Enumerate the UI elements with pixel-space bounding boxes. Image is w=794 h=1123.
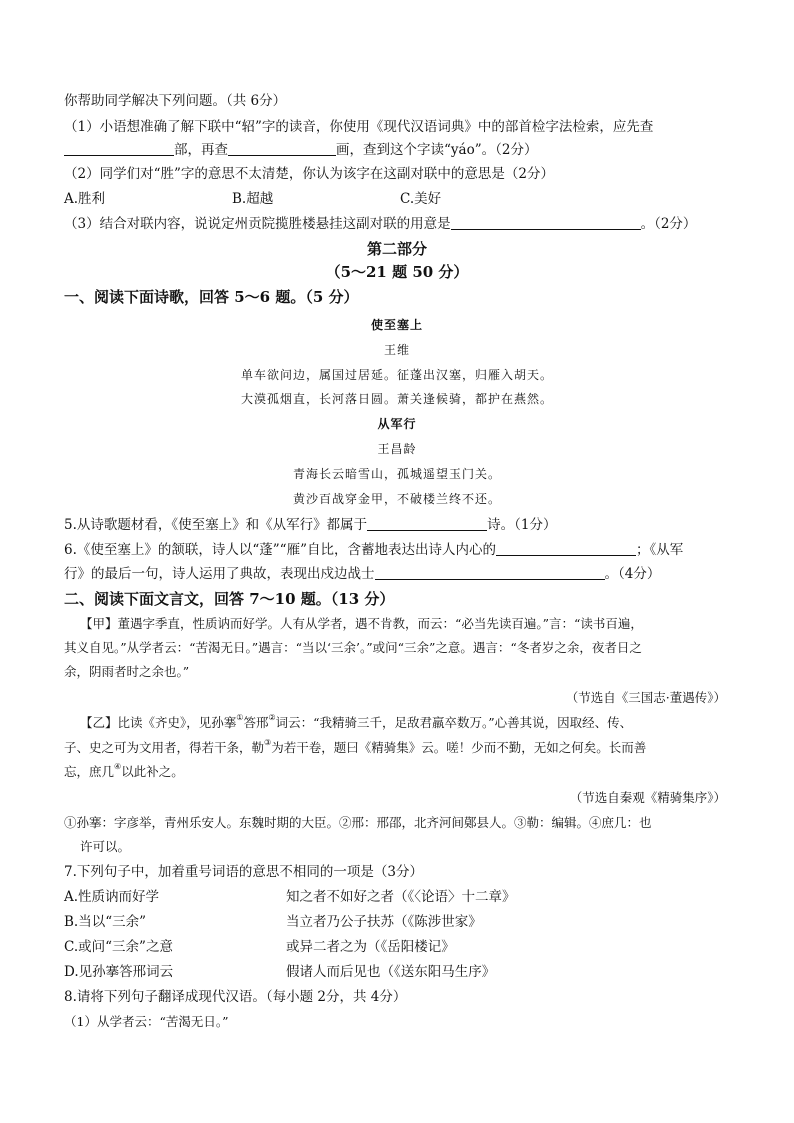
poem2-line2: 黄沙百战穿金甲，不破楼兰终不还。	[292, 492, 501, 506]
poem2-line1: 青海长云暗雪山，孤城遥望玉门关。	[292, 467, 501, 481]
q5: 5.从诗歌题材看，《使至塞上》和《从军行》都属于 诗。（1分）	[64, 517, 557, 533]
answer-blank[interactable]	[451, 215, 641, 230]
passage-jia-line2: 其义自见。”从学者云：“苦渴无日。”遇言：“当以‘三余’。”或问“三余”之意。遇言：“冬者岁之余，夜者日之	[64, 640, 642, 655]
q4-part1-line1: （1）小语想准确了解下联中“轺”字的读音，你使用《现代汉语词典》中的部首检字法检索，应先查	[64, 119, 654, 135]
answer-blank[interactable]	[228, 141, 336, 156]
passage-jia-line3: 余，阴雨者时之余也。”	[64, 664, 190, 679]
q6-line1: 6.《使至塞上》的颔联，诗人以“蓬”“雁”自比，含蓄地表达出诗人内心的 ；《从军	[64, 542, 684, 558]
footnote-mark: ②	[268, 713, 276, 722]
option-b: B.超越	[232, 191, 274, 207]
poem1-line1: 单车欲问边，属国过居延。征蓬出汉塞，归雁入胡天。	[240, 368, 553, 382]
answer-blank[interactable]	[375, 565, 605, 580]
poem2-title: 从军行	[377, 417, 417, 431]
q4-part2: （2）同学们对“胜”字的意思不太清楚，你认为该字在这副对联中的意思是（2分）	[64, 166, 554, 182]
q4-intro: 你帮助同学解决下列问题。（共 6分）	[64, 93, 287, 109]
footnote-mark: ④	[114, 762, 122, 771]
poem1-author: 王维	[383, 343, 410, 357]
section1-heading: 一、阅读下面诗歌，回答 5～6 题。（5 分）	[64, 288, 359, 306]
part2-title: 第二部分	[366, 240, 427, 258]
passage-jia-source: （节选自《三国志·董遇传》）	[565, 690, 726, 705]
passage-yi-line1: 【乙】比读《齐史》，见孙搴①答邢②词云：“我精骑三千，足敌君羸卒数万。”心善其说，因取经、传、	[80, 713, 633, 730]
q8: 8.请将下列句子翻译成现代汉语。（每小题 2分，共 4分）	[64, 989, 407, 1005]
q4-part3: （3）结合对联内容，说说定州贡院揽胜楼悬挂这副对联的用意是 。（2分）	[64, 216, 697, 232]
answer-blank[interactable]	[496, 541, 636, 556]
passage-yi-line2: 子、史之可为文用者，得若干条，勒③为若干卷，题曰《精骑集》云。嗟！少而不勤，无如之何矣。长而善	[64, 738, 647, 755]
footnotes-line1: ①孙搴：字彦举，青州乐安人。东魏时期的大臣。②邢：邢邵，北齐河间鄚县人。③勒：编辑。④庶几：也	[64, 815, 652, 830]
q4-part1-line2: 部，再查 画，查到这个字读“yáo”。（2分）	[64, 140, 537, 160]
q7-option-a: A.性质讷而好学 知之者不如好之者（《〈论语〉十二章》	[64, 889, 516, 905]
q7-option-c: C.或问“三余”之意 或异二者之为（《岳阳楼记》	[64, 939, 455, 955]
footnote-mark: ③	[264, 738, 272, 747]
poem2-author: 王昌龄	[377, 442, 417, 456]
q7-option-b: B.当以“三余” 当立者乃公子扶苏（《陈涉世家》	[64, 914, 482, 930]
q4-options	[64, 189, 441, 209]
answer-blank[interactable]	[64, 141, 174, 156]
section2-heading: 二、阅读下面文言文，回答 7～10 题。（13 分）	[64, 590, 395, 608]
part2-subtitle: （5～21 题 50 分）	[325, 263, 469, 281]
q7-option-d: D.见孙搴答邢词云 假诸人而后见也（《送东阳马生序》	[64, 964, 496, 980]
q8-item1: （1）从学者云：“苦渴无日。”	[64, 1014, 229, 1029]
q6-line2: 行》的最后一句，诗人运用了典故，表现出戍边战士 。（4分）	[64, 566, 661, 582]
passage-yi-source: （节选自秦观《精骑集序》）	[569, 790, 726, 805]
passage-yi-line3: 忘，庶几④以此补之。	[64, 762, 184, 779]
option-c: C.美好	[400, 191, 442, 207]
poem1-line2: 大漠孤烟直，长河落日圆。萧关逢候骑，都护在燕然。	[240, 392, 553, 406]
footnote-mark: ①	[236, 713, 244, 722]
q7: 7.下列句子中，加着重号词语的意思不相同的一项是（3分）	[64, 864, 423, 880]
footnotes-line2: 许可以。	[80, 839, 131, 854]
passage-jia-line1: 【甲】董遇字季直，性质讷而好学。人有从学者，遇不肯教，而云：“必当先读百遍。”言：“读书百遍，	[80, 616, 643, 631]
answer-blank[interactable]	[367, 516, 487, 531]
poem1-title: 使至塞上	[370, 318, 423, 332]
option-a: A.胜利	[64, 191, 106, 207]
